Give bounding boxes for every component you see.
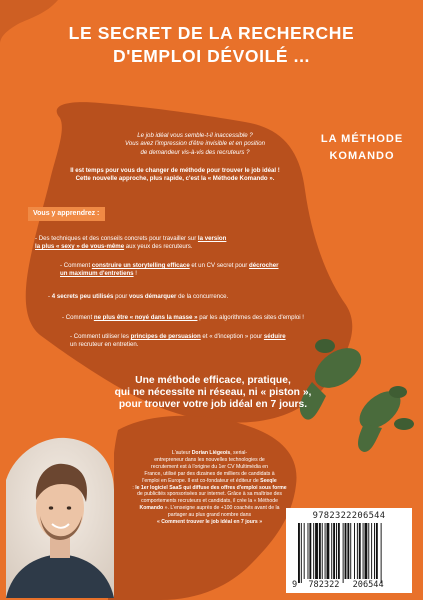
method-line-1: LA MÉTHODE	[320, 133, 404, 145]
barcode-bar	[343, 523, 344, 583]
learn-bullet-1: - Des techniques et des conseils concrets pour travailler sur la version la plus « sexy » de vous-même aux yeux des recruteurs.	[35, 235, 227, 251]
intro-paragraph	[55, 167, 295, 184]
barcode-bar	[331, 523, 332, 579]
learn-label: Vous y apprendrez :	[28, 207, 105, 221]
barcode-bar	[345, 523, 347, 579]
method-title	[312, 131, 412, 165]
barcode-bar	[308, 523, 309, 579]
intro-question-1: Le job idéal vous semble-t-il inaccessible ?	[137, 132, 253, 139]
barcode-bar	[327, 523, 330, 579]
barcode-bar	[301, 523, 302, 583]
barcode-bar	[347, 523, 349, 579]
barcode-bar	[313, 523, 314, 579]
tagline-line-2: qui ne nécessite ni réseau, ni « piston »,	[114, 387, 312, 399]
tagline-line-3: pour trouver votre job idéal en 7 jours.	[118, 399, 308, 411]
author-photo	[6, 420, 114, 598]
barcode-bar	[350, 523, 351, 579]
barcode-bar	[359, 523, 361, 579]
barcode-bar	[309, 523, 311, 579]
barcode-bar	[304, 523, 305, 579]
learn-bullet-3: - 4 secrets peu utilisés pour vous démarquer de la concurrence.	[48, 293, 229, 300]
barcode-bar	[368, 523, 369, 579]
headline-line-1: LE SECRET DE LA RECHERCHE	[68, 23, 355, 43]
barcode-bar	[381, 523, 382, 583]
tagline	[98, 375, 328, 412]
barcode-bar	[319, 523, 321, 579]
tagline-line-1: Une méthode efficace, pratique,	[135, 375, 291, 386]
isbn-bottom-number: 9 782322 206544	[292, 580, 384, 590]
barcode-bar	[354, 523, 355, 579]
intro-question-3: de demandeur vis-à-vis des recruteurs ?	[140, 148, 250, 156]
isbn-top-number: 9782322206544	[312, 511, 386, 521]
learn-bullet-4: - Comment ne plus être « noyé dans la masse » par les algorithmes des sites d'emploi !	[62, 314, 304, 321]
learn-bullet-2: - Comment construire un storytelling efficace et un CV secret pour décrocher un maximum d'entretiens !	[60, 262, 279, 278]
barcode-bar	[333, 523, 335, 579]
author-bio: L'auteur Dorian Liégeois, serial- entrepreneur dans les nouvelles technologies de recrutement est à l'origine du 1er CV Multimédia en France, utilisé par des dizaines de milliers de candidats à l'emploi en Europe. Il est co-fondateur et éditeur de Seeqle : le 1er logiciel SaaS qui diffuse des offres d'emploi sous forme de publicités sponsorisées sur internet. Grâce à sa maîtrise des comportements recruteurs et candidats, il crée la « Méthode Komando ». L'enseigne auprès de +100 coachés avant de la partager au plus grand nombre dans « Comment trouver le job idéal en 7 jours »	[132, 450, 287, 526]
barcode-bar	[338, 523, 340, 579]
barcode-bar	[363, 523, 364, 579]
barcode-bar	[365, 523, 368, 579]
intro-questions	[80, 132, 310, 157]
barcode-bar	[336, 523, 337, 579]
barcode-bar	[325, 523, 326, 579]
barcode-bar	[322, 523, 323, 579]
headline-line-2: D'EMPLOI DÉVOILÉ ...	[112, 46, 310, 66]
method-line-2: KOMANDO	[329, 150, 395, 162]
intro-question-2: Vous avez l'impression d'être invisible et en position	[125, 140, 265, 148]
cover-headline	[0, 22, 423, 68]
intro-line-1: Il est temps pour vous de changer de méthode pour trouver le job idéal !	[70, 167, 280, 174]
isbn-barcode	[286, 508, 412, 593]
learn-bullet-5: - Comment utiliser les principes de persuasion et « d'inception » pour séduire un recruteur en entretien.	[70, 333, 286, 349]
barcode-bar	[371, 523, 372, 579]
barcode-bar	[298, 523, 300, 583]
barcode-bar	[376, 523, 378, 579]
intro-line-2: Cette nouvelle approche, plus rapide, c'est la « Méthode Komando ».	[75, 175, 275, 183]
barcode-bar	[357, 523, 358, 579]
barcode-bars	[286, 523, 412, 583]
barcode-bar	[374, 523, 375, 579]
barcode-bar	[315, 523, 318, 579]
